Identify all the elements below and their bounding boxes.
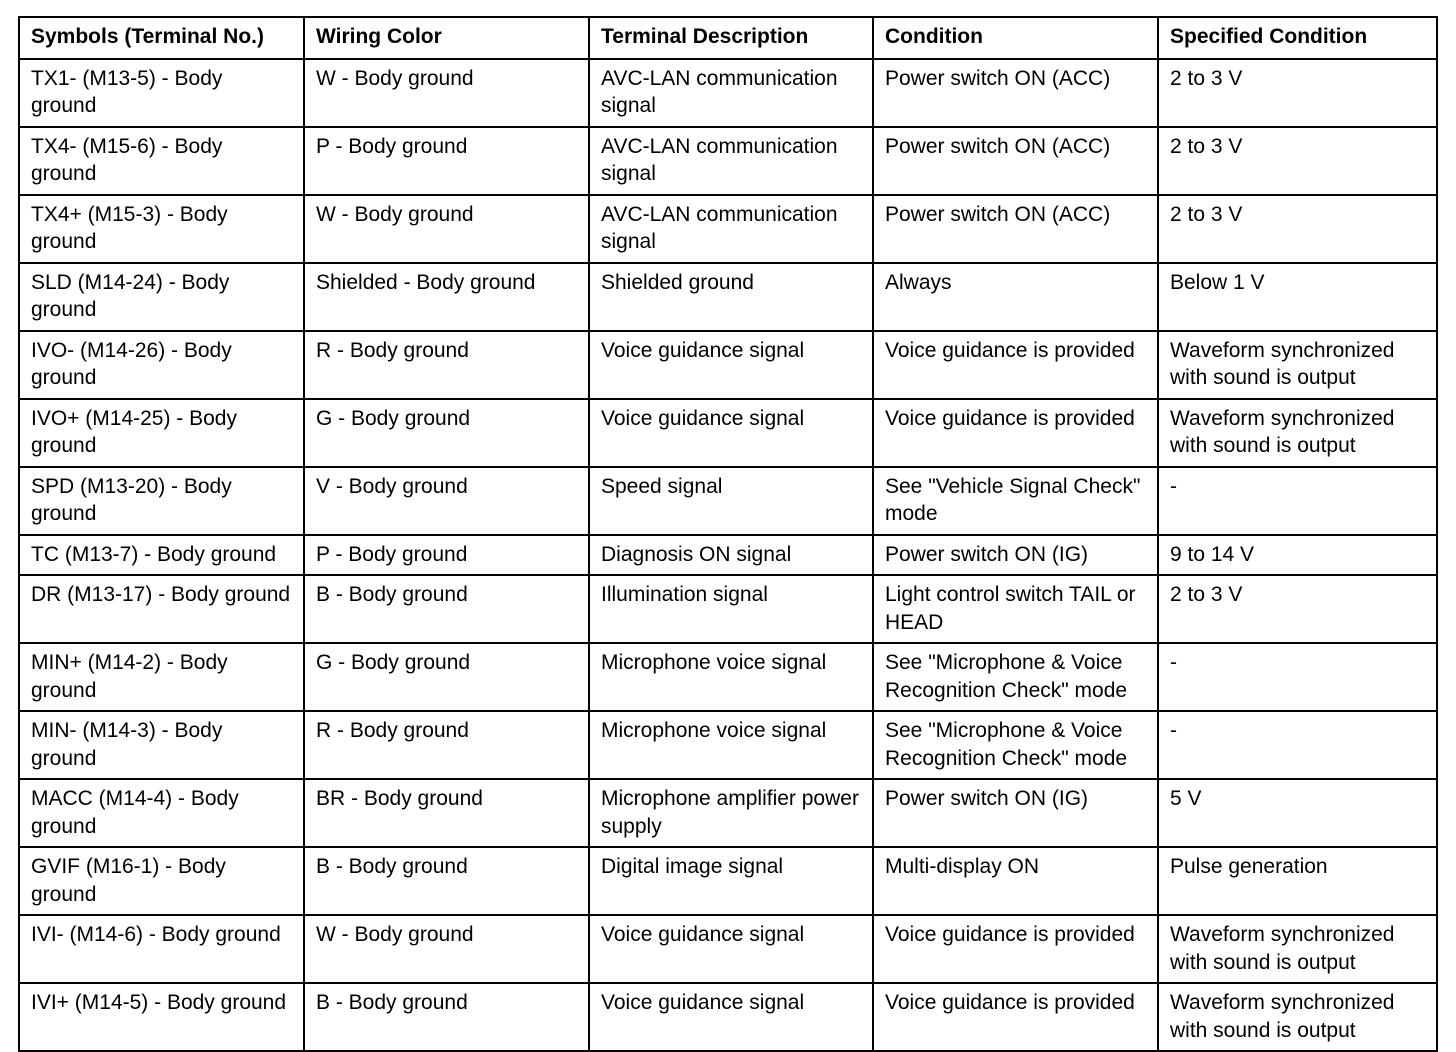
header-symbols: Symbols (Terminal No.) <box>19 17 304 59</box>
cell-condition: Power switch ON (ACC) <box>873 59 1158 127</box>
cell-wiring-color: B - Body ground <box>304 847 589 915</box>
cell-symbol: IVO+ (M14-25) - Body ground <box>19 399 304 467</box>
table-row <box>19 575 1437 643</box>
cell-specified-condition: Waveform synchronized with sound is output <box>1158 915 1437 983</box>
cell-condition: See "Microphone & Voice Recognition Check" mode <box>873 643 1158 711</box>
cell-symbol: TX4+ (M15-3) - Body ground <box>19 195 304 263</box>
cell-terminal-description: Voice guidance signal <box>589 983 873 1051</box>
cell-specified-condition: - <box>1158 711 1437 779</box>
cell-specified-condition: 2 to 3 V <box>1158 575 1437 643</box>
cell-terminal-description: Digital image signal <box>589 847 873 915</box>
cell-symbol: GVIF (M16-1) - Body ground <box>19 847 304 915</box>
cell-terminal-description: Shielded ground <box>589 263 873 331</box>
cell-specified-condition: - <box>1158 643 1437 711</box>
cell-terminal-description: Diagnosis ON signal <box>589 535 873 576</box>
cell-terminal-description: Voice guidance signal <box>589 399 873 467</box>
cell-terminal-description: Microphone voice signal <box>589 643 873 711</box>
cell-condition: Power switch ON (ACC) <box>873 195 1158 263</box>
cell-condition: Multi-display ON <box>873 847 1158 915</box>
table-row <box>19 399 1437 467</box>
cell-condition: Voice guidance is provided <box>873 983 1158 1051</box>
table-row <box>19 127 1437 195</box>
table-row <box>19 915 1437 983</box>
cell-terminal-description: Illumination signal <box>589 575 873 643</box>
cell-condition: Voice guidance is provided <box>873 331 1158 399</box>
table-row <box>19 535 1437 576</box>
cell-wiring-color: R - Body ground <box>304 711 589 779</box>
cell-condition: Power switch ON (IG) <box>873 779 1158 847</box>
cell-wiring-color: R - Body ground <box>304 331 589 399</box>
cell-wiring-color: W - Body ground <box>304 915 589 983</box>
cell-symbol: MIN- (M14-3) - Body ground <box>19 711 304 779</box>
header-wiring-color: Wiring Color <box>304 17 589 59</box>
cell-specified-condition: 5 V <box>1158 779 1437 847</box>
cell-terminal-description: Speed signal <box>589 467 873 535</box>
cell-condition: See "Vehicle Signal Check" mode <box>873 467 1158 535</box>
cell-wiring-color: Shielded - Body ground <box>304 263 589 331</box>
table-row <box>19 983 1437 1051</box>
cell-condition: Power switch ON (ACC) <box>873 127 1158 195</box>
cell-wiring-color: B - Body ground <box>304 983 589 1051</box>
table-row <box>19 847 1437 915</box>
cell-symbol: SPD (M13-20) - Body ground <box>19 467 304 535</box>
cell-wiring-color: BR - Body ground <box>304 779 589 847</box>
cell-terminal-description: AVC-LAN communication signal <box>589 59 873 127</box>
cell-symbol: IVI+ (M14-5) - Body ground <box>19 983 304 1051</box>
cell-symbol: SLD (M14-24) - Body ground <box>19 263 304 331</box>
cell-wiring-color: B - Body ground <box>304 575 589 643</box>
cell-specified-condition: Below 1 V <box>1158 263 1437 331</box>
cell-wiring-color: P - Body ground <box>304 127 589 195</box>
cell-wiring-color: W - Body ground <box>304 195 589 263</box>
cell-terminal-description: Microphone voice signal <box>589 711 873 779</box>
cell-wiring-color: V - Body ground <box>304 467 589 535</box>
header-row <box>19 17 1437 59</box>
terminal-table <box>18 16 1438 1052</box>
cell-wiring-color: P - Body ground <box>304 535 589 576</box>
cell-condition: Voice guidance is provided <box>873 915 1158 983</box>
cell-symbol: TX1- (M13-5) - Body ground <box>19 59 304 127</box>
cell-terminal-description: AVC-LAN communication signal <box>589 127 873 195</box>
cell-symbol: TC (M13-7) - Body ground <box>19 535 304 576</box>
table-row <box>19 643 1437 711</box>
table-row <box>19 779 1437 847</box>
cell-condition: Power switch ON (IG) <box>873 535 1158 576</box>
cell-terminal-description: AVC-LAN communication signal <box>589 195 873 263</box>
table-row <box>19 467 1437 535</box>
cell-specified-condition: 2 to 3 V <box>1158 127 1437 195</box>
cell-specified-condition: 2 to 3 V <box>1158 195 1437 263</box>
table-row <box>19 59 1437 127</box>
cell-specified-condition: Waveform synchronized with sound is output <box>1158 399 1437 467</box>
cell-condition: See "Microphone & Voice Recognition Check" mode <box>873 711 1158 779</box>
cell-symbol: IVO- (M14-26) - Body ground <box>19 331 304 399</box>
cell-wiring-color: G - Body ground <box>304 399 589 467</box>
table-body <box>19 59 1437 1052</box>
cell-specified-condition: 9 to 14 V <box>1158 535 1437 576</box>
cell-symbol: MACC (M14-4) - Body ground <box>19 779 304 847</box>
cell-symbol: TX4- (M15-6) - Body ground <box>19 127 304 195</box>
cell-terminal-description: Voice guidance signal <box>589 331 873 399</box>
cell-condition: Voice guidance is provided <box>873 399 1158 467</box>
cell-specified-condition: 2 to 3 V <box>1158 59 1437 127</box>
header-specified-condition: Specified Condition <box>1158 17 1437 59</box>
table-row <box>19 331 1437 399</box>
table-row <box>19 195 1437 263</box>
cell-symbol: MIN+ (M14-2) - Body ground <box>19 643 304 711</box>
table-row <box>19 711 1437 779</box>
cell-terminal-description: Microphone amplifier power supply <box>589 779 873 847</box>
cell-specified-condition: Pulse generation <box>1158 847 1437 915</box>
cell-symbol: DR (M13-17) - Body ground <box>19 575 304 643</box>
cell-condition: Light control switch TAIL or HEAD <box>873 575 1158 643</box>
table-header <box>19 17 1437 59</box>
cell-symbol: IVI- (M14-6) - Body ground <box>19 915 304 983</box>
header-terminal-description: Terminal Description <box>589 17 873 59</box>
cell-specified-condition: - <box>1158 467 1437 535</box>
table-row <box>19 263 1437 331</box>
cell-wiring-color: G - Body ground <box>304 643 589 711</box>
header-condition: Condition <box>873 17 1158 59</box>
cell-specified-condition: Waveform synchronized with sound is output <box>1158 331 1437 399</box>
cell-condition: Always <box>873 263 1158 331</box>
cell-specified-condition: Waveform synchronized with sound is output <box>1158 983 1437 1051</box>
cell-terminal-description: Voice guidance signal <box>589 915 873 983</box>
cell-wiring-color: W - Body ground <box>304 59 589 127</box>
